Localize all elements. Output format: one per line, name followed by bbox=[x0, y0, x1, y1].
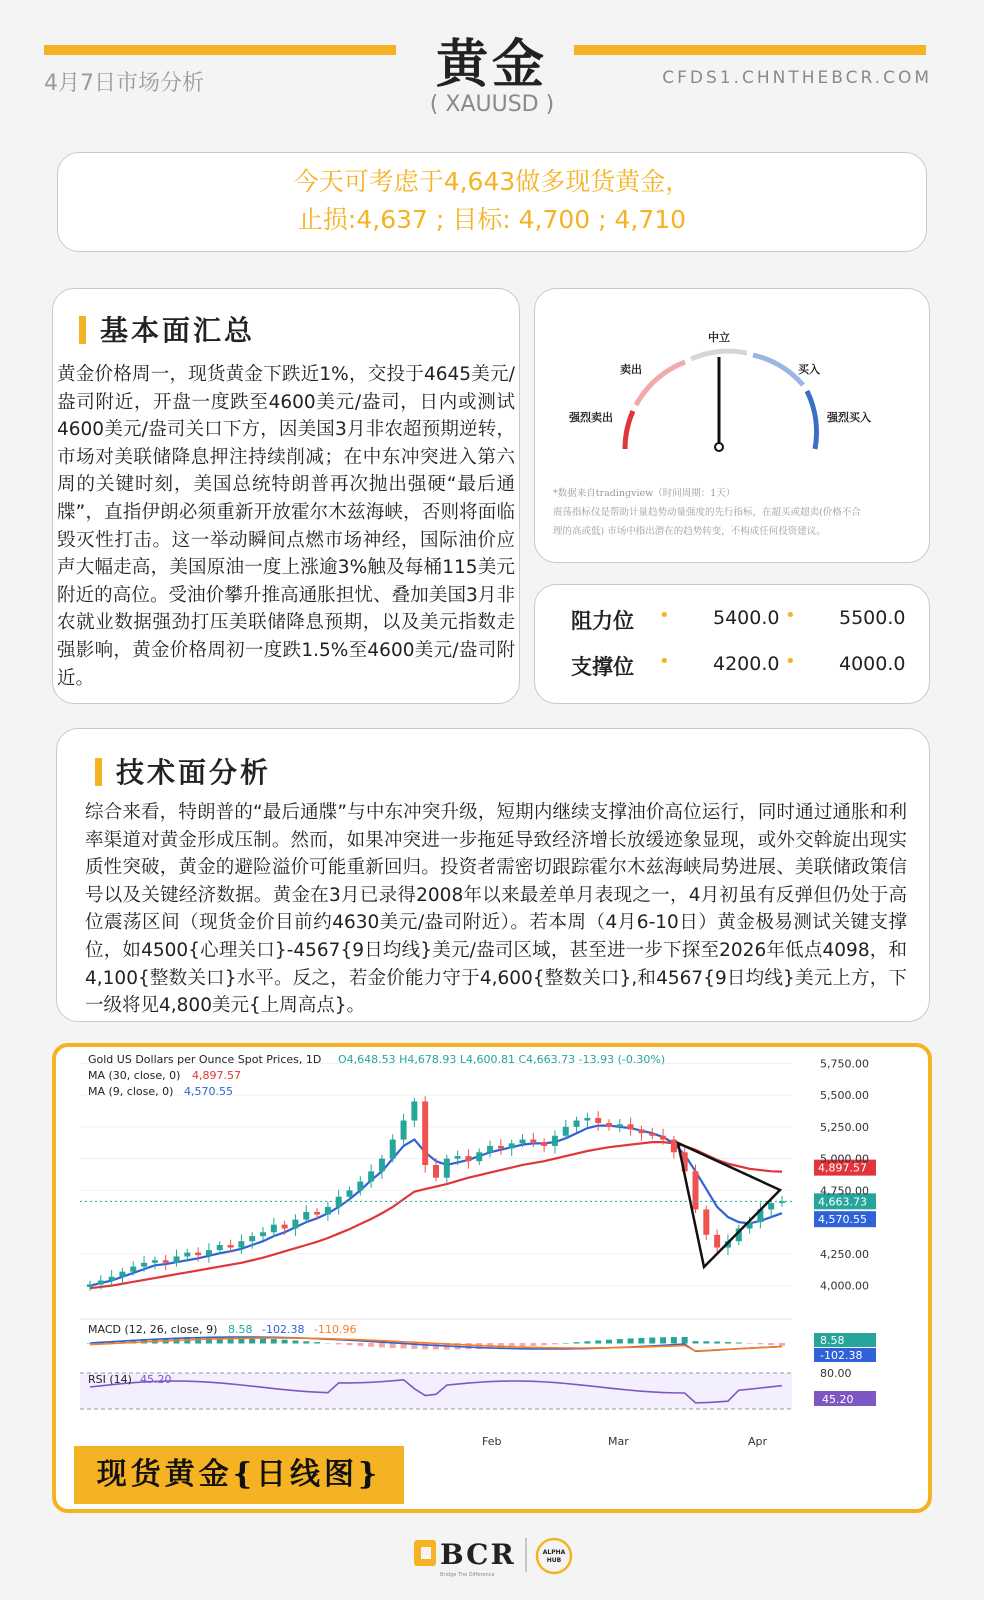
candle-body bbox=[206, 1250, 212, 1255]
heading-marker bbox=[79, 316, 86, 344]
candle-body bbox=[119, 1272, 125, 1277]
candle-body bbox=[530, 1140, 536, 1143]
gauge-arc-buy bbox=[753, 355, 803, 385]
gauge-pivot bbox=[715, 443, 723, 451]
resistance-dot-1: • bbox=[659, 605, 670, 626]
macd-histogram-bar bbox=[465, 1343, 471, 1349]
gauge-arc-strong-buy bbox=[807, 391, 817, 449]
candle-body bbox=[152, 1260, 158, 1263]
chart-caption: 现货黄金{日线图} bbox=[74, 1446, 404, 1504]
candle-body bbox=[260, 1232, 266, 1236]
candle-body bbox=[606, 1123, 612, 1127]
support-value-1: 4200.0 bbox=[713, 653, 780, 675]
candle-body bbox=[292, 1220, 298, 1229]
y-tick-label: 5,750.00 bbox=[820, 1057, 869, 1071]
candle-body bbox=[217, 1245, 223, 1250]
price-tag-label: 4,570.55 bbox=[818, 1213, 867, 1227]
candle-body bbox=[541, 1142, 547, 1146]
candle-body bbox=[768, 1203, 774, 1209]
gauge-label-sell: 卖出 bbox=[620, 363, 642, 376]
macd-tag-1-label: 8.58 bbox=[820, 1334, 845, 1347]
gauge-arc-strong-sell bbox=[625, 411, 633, 449]
candle-body bbox=[671, 1140, 677, 1153]
y-tick-label: 5,500.00 bbox=[820, 1089, 869, 1103]
macd-histogram-bar bbox=[379, 1343, 385, 1347]
macd-histogram-bar bbox=[714, 1342, 720, 1344]
candle-body bbox=[184, 1253, 190, 1257]
candle-body bbox=[563, 1127, 569, 1136]
macd-histogram-bar bbox=[671, 1337, 677, 1343]
x-tick-label: Apr bbox=[748, 1435, 768, 1448]
candle-body bbox=[195, 1253, 201, 1256]
gauge-label-strong-buy: 强烈买入 bbox=[827, 411, 871, 424]
ma30-legend: MA (30, close, 0) bbox=[88, 1069, 181, 1082]
support-dot-1: • bbox=[659, 651, 670, 672]
candle-body bbox=[163, 1260, 169, 1263]
rsi-label: RSI (14) bbox=[88, 1373, 132, 1386]
macd-histogram-bar bbox=[282, 1340, 288, 1344]
chart-frame bbox=[52, 1043, 932, 1513]
candle-body bbox=[141, 1263, 147, 1267]
resistance-value-1: 5400.0 bbox=[713, 607, 780, 629]
candle-body bbox=[379, 1159, 385, 1172]
technical-text: 综合来看，特朗普的“最后通牒”与中东冲突升级，短期内继续支撑油价高位运行，同时通过通胀和利率渠道对黄金形成压制。然而，如果冲突进一步拖延导致经济增长放缓迹象显现，或外交斡旋出现实质性突破，黄金的避险溢价可能重新回归。投资者需密切跟踪霍尔木兹海峡局势进展、美联储政策信号以及关键经济数据。黄金在3月已录得2008年以来最差单月表现之一，4月初虽有反弹但仍处于高位震荡区间（现货金价目前约4630美元/盎司附近）。若本周（4月6-10日）黄金极易测试关键支撑位，如4500{心理关口}-4567{9日均线}美元/盎司区域，甚至进一步下探至2026年低点4098，和4,100{整数关口}水平。反之，若金价能力守于4,600{整数关口},和4567{9日均线}美元上方，下一级将见4,800美元{上周高点}。 bbox=[85, 802, 907, 1017]
candle-body bbox=[660, 1136, 666, 1140]
candle-body bbox=[638, 1129, 644, 1133]
candle-body bbox=[476, 1152, 482, 1161]
candle-body bbox=[238, 1241, 244, 1247]
candle-body bbox=[595, 1118, 601, 1123]
site-url: CFDS1.CHNTHEBCR.COM bbox=[662, 68, 932, 88]
levels-card bbox=[534, 584, 930, 704]
candle-body bbox=[314, 1212, 320, 1215]
macd-histogram-bar bbox=[303, 1341, 309, 1343]
ohlc-readout: O4,648.53 H4,678.93 L4,600.81 C4,663.73 -13.93 (-0.30%) bbox=[338, 1053, 666, 1066]
svg-text:HUB: HUB bbox=[546, 1557, 562, 1564]
gauge-label-buy: 买入 bbox=[798, 363, 820, 376]
suggestion-line-1: 今天可考虑于4,643做多现货黄金， bbox=[293, 167, 691, 196]
candle-body bbox=[649, 1133, 655, 1136]
y-tick-label: 4,000.00 bbox=[820, 1279, 869, 1293]
candle-body bbox=[401, 1121, 407, 1140]
y-tick-label: 4,250.00 bbox=[820, 1247, 869, 1261]
macd-histogram-bar bbox=[357, 1343, 363, 1346]
candle-body bbox=[422, 1101, 428, 1165]
candle-body bbox=[444, 1159, 450, 1178]
candle-body bbox=[228, 1245, 234, 1248]
macd-histogram-bar bbox=[325, 1343, 331, 1344]
candle-body bbox=[714, 1235, 720, 1248]
svg-text:ALPHA: ALPHA bbox=[542, 1549, 566, 1556]
gauge-svg bbox=[535, 289, 931, 489]
candle-body bbox=[617, 1124, 623, 1127]
candle-body bbox=[325, 1207, 331, 1215]
candle-body bbox=[703, 1209, 709, 1234]
candle-body bbox=[357, 1181, 363, 1190]
ma9-legend: MA (9, close, 0) bbox=[88, 1085, 174, 1098]
macd-value-1: 8.58 bbox=[228, 1323, 253, 1336]
gauge-note-3: 理的高或低) 市场中指出潜在的趋势转变，不构成任何投资建议。 bbox=[553, 526, 826, 537]
candle-body bbox=[487, 1146, 493, 1152]
macd-histogram-bar bbox=[390, 1343, 396, 1348]
macd-histogram-bar bbox=[736, 1342, 742, 1343]
macd-histogram-bar bbox=[271, 1339, 277, 1343]
candle-body bbox=[455, 1156, 461, 1159]
candle-body bbox=[552, 1136, 558, 1146]
support-label: 支撑位 bbox=[571, 655, 634, 679]
candle-body bbox=[271, 1225, 277, 1233]
ma9-legend-value: 4,570.55 bbox=[184, 1085, 233, 1098]
candle-body bbox=[98, 1281, 104, 1285]
gauge-label-strong-sell: 强烈卖出 bbox=[569, 411, 613, 424]
macd-histogram-bar bbox=[520, 1343, 526, 1347]
candle-body bbox=[520, 1140, 526, 1144]
candle-body bbox=[303, 1212, 309, 1220]
rsi-tag-label: 45.20 bbox=[822, 1393, 854, 1406]
candle-body bbox=[433, 1165, 439, 1178]
gauge-arc-sell bbox=[636, 362, 685, 405]
macd-histogram-bar bbox=[552, 1343, 558, 1344]
candle-body bbox=[130, 1267, 136, 1272]
macd-histogram-bar bbox=[292, 1341, 298, 1344]
macd-histogram-bar bbox=[725, 1342, 731, 1344]
rsi-value: 45.20 bbox=[140, 1373, 172, 1386]
macd-histogram-bar bbox=[649, 1338, 655, 1344]
macd-histogram-bar bbox=[563, 1343, 569, 1344]
macd-histogram-bar bbox=[595, 1340, 601, 1343]
technical-card bbox=[56, 728, 930, 1022]
macd-histogram-bar bbox=[703, 1341, 709, 1343]
macd-histogram-bar bbox=[574, 1342, 580, 1343]
candle-body bbox=[87, 1284, 93, 1287]
y-tick-label: 5,000.00 bbox=[820, 1152, 869, 1166]
x-tick-label: Feb bbox=[482, 1435, 502, 1448]
candle-body bbox=[509, 1143, 515, 1148]
macd-histogram-bar bbox=[768, 1343, 774, 1345]
candle-body bbox=[411, 1101, 417, 1120]
macd-histogram-bar bbox=[628, 1338, 634, 1343]
fundamentals-text: 黄金价格周一，现货黄金下跌近1%，交投于4645美元/盎司附近，开盘一度跌至4600美元/盎司，日内或测试4600美元/盎司关口下方，因美国3月非农超预期逆转，市场对美联储降息押注持续削减；在中东冲突进入第六周的关键时刻，美国总统特朗普再次抛出强硬“最后通牒”，直指伊朗必须重新开放霍尔木兹海峡，否则将面临毁灭性打击。这一举动瞬间点燃市场神经，国际油价应声大幅走高，美国原油一度上涨逾3%触及每桶115美元附近的高位。受油价攀升推高通胀担忧、叠加美国3月非农就业数据强劲打压美联储降息预期，以及美元指数走强影响，黄金价格周初一度跌1.5%至4600美元/盎司附近。 bbox=[57, 364, 515, 689]
candle-body bbox=[574, 1121, 580, 1127]
page-subtitle: ( XAUUSD ) bbox=[429, 92, 555, 117]
candle-body bbox=[368, 1171, 374, 1181]
chart-title: Gold US Dollars per Ounce Spot Prices, 1D bbox=[88, 1053, 322, 1066]
fundamentals-card bbox=[52, 288, 520, 704]
macd-histogram-bar bbox=[617, 1339, 623, 1343]
candle-body bbox=[109, 1277, 115, 1281]
macd-histogram-bar bbox=[336, 1343, 342, 1344]
gauge-note-2: 震荡指标仪是帮助计量趋势动量强度的先行指标，在超买或超卖(价格不合 bbox=[553, 507, 861, 518]
macd-value-2: -102.38 bbox=[262, 1323, 305, 1336]
macd-histogram-bar bbox=[682, 1337, 688, 1344]
macd-label: MACD (12, 26, close, 9) bbox=[88, 1323, 218, 1336]
macd-histogram-bar bbox=[693, 1341, 699, 1343]
resistance-value-2: 5500.0 bbox=[839, 607, 906, 629]
x-tick-label: Mar bbox=[608, 1435, 629, 1448]
support-dot-2: • bbox=[785, 651, 796, 672]
macd-histogram-bar bbox=[260, 1338, 266, 1343]
macd-histogram-bar bbox=[314, 1342, 320, 1343]
heading-marker bbox=[95, 758, 102, 786]
rsi-upper-label: 80.00 bbox=[820, 1367, 852, 1380]
candle-body bbox=[174, 1256, 180, 1262]
bcr-logo bbox=[414, 1532, 584, 1580]
price-tag-label: 4,663.73 bbox=[818, 1195, 867, 1209]
candle-body bbox=[628, 1124, 634, 1129]
macd-histogram-bar bbox=[747, 1343, 753, 1344]
price-tag-label: 4,897.57 bbox=[818, 1161, 867, 1175]
macd-histogram-bar bbox=[584, 1341, 590, 1343]
candle-body bbox=[498, 1146, 504, 1149]
macd-histogram-bar bbox=[530, 1343, 536, 1346]
macd-histogram-bar bbox=[541, 1343, 547, 1345]
y-tick-label: 4,750.00 bbox=[820, 1184, 869, 1198]
oscillator-gauge-card bbox=[534, 288, 930, 563]
svg-text:BCR: BCR bbox=[440, 1538, 516, 1571]
resistance-dot-2: • bbox=[785, 605, 796, 626]
candle-body bbox=[249, 1236, 255, 1241]
candle-body bbox=[390, 1140, 396, 1159]
y-tick-label: 5,250.00 bbox=[820, 1120, 869, 1134]
bcr-logo-mark bbox=[414, 1532, 584, 1580]
macd-histogram-bar bbox=[660, 1337, 666, 1343]
candle-body bbox=[693, 1171, 699, 1209]
support-row bbox=[535, 643, 931, 683]
support-value-2: 4000.0 bbox=[839, 653, 906, 675]
fundamentals-heading: 基本面汇总 bbox=[79, 309, 255, 349]
trade-suggestion-card bbox=[57, 152, 927, 252]
resistance-row bbox=[535, 597, 931, 637]
macd-histogram-bar bbox=[638, 1338, 644, 1344]
report-date: 4月7日市场分析 bbox=[44, 71, 204, 96]
candle-body bbox=[584, 1118, 590, 1121]
macd-tag-2-label: -102.38 bbox=[820, 1349, 863, 1362]
macd-histogram-bar bbox=[606, 1340, 612, 1344]
ma30-legend-value: 4,897.57 bbox=[192, 1069, 241, 1082]
svg-text:Bridge The Difference: Bridge The Difference bbox=[440, 1572, 495, 1578]
technical-heading: 技术面分析 bbox=[95, 751, 271, 791]
resistance-label: 阻力位 bbox=[571, 609, 634, 633]
candle-body bbox=[282, 1225, 288, 1229]
macd-histogram-bar bbox=[757, 1343, 763, 1344]
gold-daily-chart bbox=[56, 1047, 928, 1509]
suggestion-line-2: 止损:4,637 ; 目标: 4,700 ; 4,710 bbox=[297, 205, 687, 234]
macd-histogram-bar bbox=[779, 1343, 785, 1346]
macd-value-3: -110.96 bbox=[314, 1323, 357, 1336]
page-title: 黄金 bbox=[435, 35, 548, 95]
rsi-band bbox=[80, 1373, 792, 1409]
candle-body bbox=[347, 1190, 353, 1196]
candle-body bbox=[465, 1156, 471, 1161]
gauge-label-neutral: 中立 bbox=[708, 331, 730, 344]
macd-histogram-bar bbox=[347, 1343, 353, 1345]
macd-histogram-bar bbox=[368, 1343, 374, 1347]
gauge-note-1: *数据来自tradingview（时间周期：1天） bbox=[553, 488, 736, 499]
